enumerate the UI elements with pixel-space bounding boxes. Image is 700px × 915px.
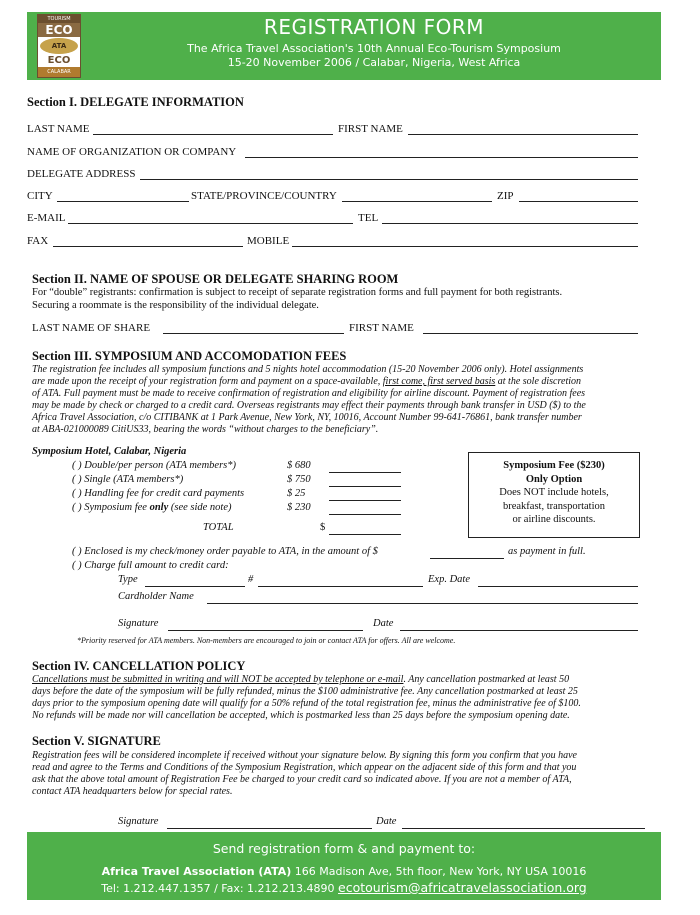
- zip-label: ZIP: [497, 190, 514, 202]
- fees-text-line5: Africa Travel Association, c/o CITIBANK at 1 Park Avenue, New York, NY, 10016, Account Number 99-641-76861, bank transfer number: [32, 412, 582, 423]
- first-come-text: first come, first served basis: [382, 376, 496, 387]
- fee-handling-amount: $ 25: [287, 488, 306, 499]
- final-date-field[interactable]: [402, 828, 645, 829]
- box-title: Symposium Fee ($230): [503, 460, 605, 471]
- fax-field[interactable]: [53, 246, 243, 247]
- hotel-title: Symposium Hotel, Calabar, Nigeria: [32, 446, 187, 457]
- section3-title: Section III. SYMPOSIUM AND ACCOMODATION FEES: [32, 349, 347, 363]
- tel-field[interactable]: [382, 223, 638, 224]
- signature-text-line2: read and agree to the Terms and Conditions of the Symposium Registration, which appear on the adjacent side of this form and that you: [32, 762, 577, 773]
- section2-text-line2: Securing a roommate is the responsibility of the individual delegate.: [32, 300, 319, 311]
- exp-date-field[interactable]: [478, 586, 638, 587]
- last-name-field[interactable]: [93, 134, 333, 135]
- card-number-field[interactable]: [258, 586, 423, 587]
- state-label: STATE/PROVINCE/COUNTRY: [191, 190, 337, 202]
- cancel-underlined-text: Cancellations must be submitted in writing and will NOT be accepted by telephone or e-mail: [32, 674, 404, 685]
- share-first-name-label: FIRST NAME: [349, 322, 414, 334]
- fee-handling-label: ( ) Handling fee for credit card payments: [72, 488, 245, 499]
- footer-phone-fax: Tel: 1.212.447.1357 / Fax: 1.212.213.4890: [101, 882, 339, 895]
- charge-option[interactable]: [72, 560, 229, 571]
- total-dollar-sign: $: [320, 522, 326, 533]
- cc-signature-label: Signature: [118, 618, 159, 629]
- last-name-label: LAST NAME: [27, 123, 90, 135]
- address-label: DELEGATE ADDRESS: [27, 168, 136, 180]
- share-last-name-field[interactable]: [163, 333, 344, 334]
- enclosed-label: ( ) Enclosed is my check/money order payable to ATA, in the amount of $: [72, 546, 378, 557]
- logo-eco2-text: ECO: [47, 55, 71, 66]
- footer-send-instructions: Send registration form & and payment to:: [212, 841, 476, 856]
- fee-double-field[interactable]: [329, 472, 401, 473]
- fee-single-field[interactable]: [329, 486, 401, 487]
- fees-text-line2-a: are made upon the receipt of your registration form and payment on a space-available,: [32, 376, 383, 387]
- enclosed-suffix: as payment in full.: [508, 546, 586, 557]
- logo-eco-text: ECO: [38, 23, 80, 37]
- fee-single-label: ( ) Single (ATA members*): [72, 474, 184, 485]
- exp-date-label: Exp. Date: [428, 574, 470, 585]
- signature-text-line4: contact ATA headquarters below for special rates.: [32, 786, 233, 797]
- fees-text-line2: [32, 376, 581, 388]
- fee-handling[interactable]: [72, 488, 244, 499]
- priority-footnote: *Priority reserved for ATA members. Non-members are encouraged to join or contact ATA for offers. All are welcome.: [77, 636, 456, 645]
- form-title: REGISTRATION FORM: [263, 15, 485, 39]
- mobile-label: MOBILE: [247, 235, 290, 247]
- fee-double[interactable]: [72, 460, 236, 471]
- signature-text-line1: Registration fees will be considered incomplete if received without your signature below. By signing this form you confirm that you have: [32, 750, 577, 761]
- box-line1: Does NOT include hotels,: [499, 487, 609, 498]
- logo-bottom-text: CALABAR: [38, 67, 80, 77]
- logo-top-text: TOURISM: [38, 15, 80, 23]
- cc-date-label: Date: [373, 618, 394, 629]
- first-name-label: FIRST NAME: [338, 123, 403, 135]
- box-line2: breakfast, transportation: [502, 500, 606, 512]
- card-type-field[interactable]: [145, 586, 245, 587]
- fees-text-line3: of ATA. Full payment must be made to receive confirmation of registration and eligibility for airline discount. Payment of registration fees: [32, 388, 586, 399]
- cc-signature-field[interactable]: [168, 630, 363, 631]
- symposium-fee-note-box: [468, 452, 640, 538]
- cancel-text-line4: No refunds will be made nor will cancellation be accepted, which is postmarked less than 25 days before the symposium opening date.: [32, 710, 570, 721]
- final-signature-field[interactable]: [167, 828, 372, 829]
- box-line3: or airline discounts.: [512, 514, 596, 525]
- section2-title: Section II. NAME OF SPOUSE OR DELEGATE SHARING ROOM: [32, 272, 399, 286]
- fees-text-line4: may be made by check or charged to a credit card. Overseas registrants may effect their payments through bank transfer in USD ($) to the: [32, 400, 586, 411]
- footer-contact: [27, 880, 661, 895]
- organization-field[interactable]: [245, 157, 638, 158]
- signature-text-line3: ask that the above total amount of Registration Fee be charged to your credit card so indicated above. If you are not a member of ATA,: [32, 774, 572, 785]
- cancel-text-line1-b: . Any cancellation postmarked at least 50: [403, 674, 570, 685]
- fee-symposium-label: ( ) Symposium fee: [72, 502, 150, 513]
- section2-text-line1: For “double” registrants: confirmation is subject to receipt of separate registration forms and full payment for both registrants.: [32, 287, 563, 298]
- fees-text-line6: at ABA-021000089 CitiUS33, bearing the words “without charges to the beneficiary”.: [32, 424, 379, 435]
- charge-label: ( ) Charge full amount to credit card:: [72, 560, 229, 571]
- city-label: CITY: [27, 190, 53, 202]
- fee-double-label: ( ) Double/per person (ATA members*): [72, 460, 236, 471]
- type-label: Type: [118, 574, 138, 585]
- cc-date-field[interactable]: [400, 630, 638, 631]
- fee-handling-field[interactable]: [329, 500, 401, 501]
- footer-street-address: 166 Madison Ave, 5th floor, New York, NY USA 10016: [291, 865, 587, 878]
- fee-symposium-field[interactable]: [329, 514, 401, 515]
- enclosed-amount-field[interactable]: [430, 558, 504, 559]
- fee-symposium-amount: $ 230: [287, 502, 311, 513]
- tel-label: TEL: [358, 212, 379, 224]
- cancel-text-line2: days before the date of the symposium will be fully refunded, minus the $100 administrative fee. Any cancellation postmarked at least 25: [32, 686, 578, 697]
- card-number-hash: #: [248, 574, 254, 585]
- city-field[interactable]: [57, 201, 189, 202]
- final-date-label: Date: [376, 816, 397, 827]
- section4-title: Section IV. CANCELLATION POLICY: [32, 659, 246, 673]
- header-banner: [27, 12, 661, 80]
- address-field[interactable]: [140, 179, 638, 180]
- state-field[interactable]: [342, 201, 492, 202]
- cancel-text-line3: days prior to the symposium opening date will qualify for a 50% refund of the total registration fee, minus the administrative fee of $100.: [32, 698, 581, 709]
- logo-ata-text: ATA: [40, 38, 78, 54]
- mobile-field[interactable]: [292, 246, 638, 247]
- final-signature-label: Signature: [118, 816, 159, 827]
- fee-symposium[interactable]: [72, 502, 232, 513]
- cardholder-label: Cardholder Name: [118, 591, 194, 602]
- section5-title: Section V. SIGNATURE: [32, 734, 161, 748]
- email-field[interactable]: [68, 223, 353, 224]
- total-label: TOTAL: [203, 522, 234, 533]
- section1-title: Section I. DELEGATE INFORMATION: [27, 95, 244, 109]
- box-subtitle: Only Option: [525, 473, 583, 485]
- fees-text-line1: The registration fee includes all symposium functions and 5 nights hotel accommodation (15-20 November 2006 only). Hotel assignments: [32, 364, 584, 375]
- share-last-name-label: LAST NAME OF SHARE: [32, 322, 151, 334]
- footer-address: [27, 865, 661, 878]
- share-first-name-field[interactable]: [423, 333, 638, 334]
- eco-tourism-logo: [37, 14, 81, 78]
- cancel-text-line1: [32, 674, 569, 686]
- fee-double-amount: $ 680: [287, 460, 311, 471]
- fee-single[interactable]: [72, 474, 183, 485]
- footer-banner: [27, 832, 661, 900]
- form-subtitle-event: The Africa Travel Association's 10th Annual Eco-Tourism Symposium: [187, 42, 561, 55]
- organization-label: NAME OF ORGANIZATION OR COMPANY: [27, 146, 237, 158]
- email-label: E-MAIL: [27, 212, 66, 224]
- enclosed-option[interactable]: [72, 546, 378, 557]
- fee-symposium-note: (see side note): [168, 502, 232, 513]
- first-name-field[interactable]: [408, 134, 638, 135]
- fax-label: FAX: [27, 235, 49, 247]
- fee-symposium-only: only: [149, 502, 169, 513]
- footer-org-name: Africa Travel Association (ATA): [101, 865, 292, 878]
- form-subtitle-dates: 15-20 November 2006 / Calabar, Nigeria, West Africa: [227, 56, 521, 69]
- footer-email-link[interactable]: ecotourism@africatravelassociation.org: [338, 880, 587, 895]
- fee-single-amount: $ 750: [287, 474, 311, 485]
- cardholder-field[interactable]: [207, 603, 638, 604]
- zip-field[interactable]: [519, 201, 638, 202]
- total-field[interactable]: [329, 534, 401, 535]
- fees-text-line2-b: at the sole discretion: [495, 376, 582, 387]
